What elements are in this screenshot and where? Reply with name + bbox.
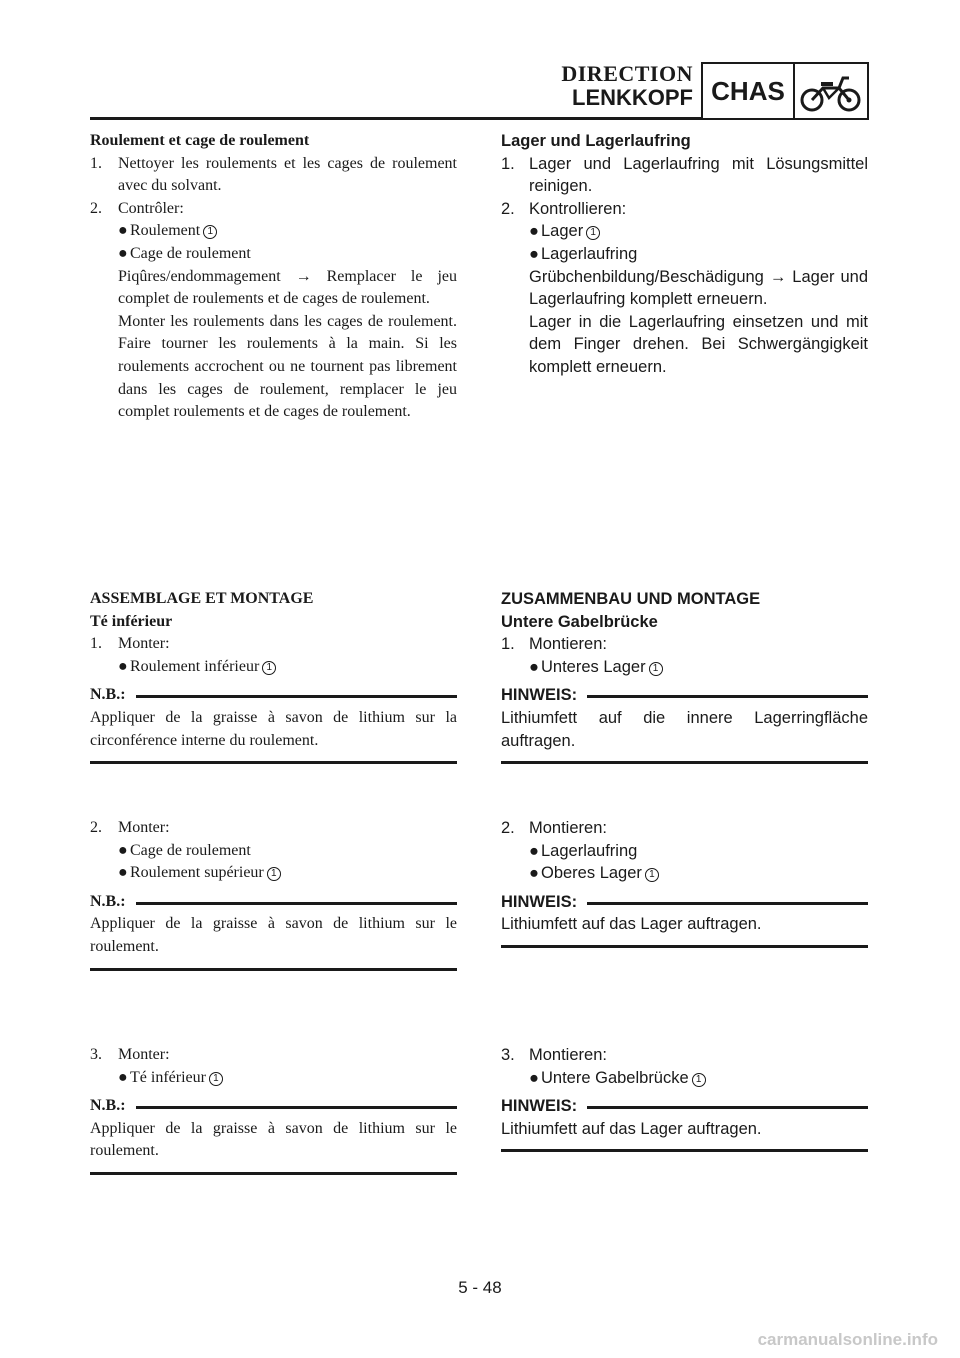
fr-s1-bullet2: ● Cage de roulement [118,244,251,262]
de-assembly-step3 [501,1044,868,1152]
fr-note-text: Appliquer de la graisse à savon de lithium sur le roulement. [90,915,457,955]
de-s1-bullet2: ● Lagerlaufring [529,244,638,263]
callout-1-icon: 1 [203,225,217,239]
de-s2-step1: 1. Montieren: [501,635,607,654]
header-rule [90,117,703,120]
de-assembly-step2 [501,817,868,948]
de-s1-title: Lager und Lagerlaufring [501,132,691,150]
section-badge-divider [793,64,795,118]
header-title-de: LENKKOPF [572,85,693,110]
de-assembly-step1 [501,588,868,764]
de-note-text: Lithiumfett auf das Lager auftragen. [501,915,762,934]
callout-1-icon: 1 [262,661,276,675]
de-s2-bullet2b: ● Oberes Lager 1 [501,862,868,885]
de-s2-subtitle: Untere Gabelbrücke [501,612,658,631]
de-s2-title: ZUSAMMENBAU UND MONTAGE [501,590,761,608]
fr-s1-para2: Monter les roulements dans les cages de roulement. Faire tourner les roulements à la main. Si les roulements accrochent ou ne tournent pas librement dans les cages de roulement, remplacer le jeu complet roulements et de cages de roulement. [118,312,457,421]
fr-note-text: Appliquer de la graisse à savon de lithium sur le roulement. [90,1119,457,1160]
fr-assembly-step2 [90,817,457,971]
fr-s2-bullet1: ● Roulement inférieur 1 [90,656,457,679]
fr-section-inspection [90,130,457,424]
callout-1-icon: 1 [209,1072,223,1086]
fr-s1-step2: 2. Contrôler: [90,199,184,217]
fr-s2-bullet3: ● Té inférieur 1 [90,1067,457,1090]
motorcycle-icon [799,70,863,114]
section-badge [701,62,869,120]
de-note-end-rule [501,761,868,764]
de-s1-para2: Lager in die Lagerlaufring einsetzen und mit dem Finger drehen. Bei Schwergängigkeit komplett erneuern. [529,312,868,376]
page-number: 5 - 48 [458,1278,502,1297]
callout-1-icon: 1 [645,868,659,882]
de-s2-step2: 2. Montieren: [501,819,607,837]
de-s1-step2: 2. Kontrollieren: [501,199,627,218]
fr-assembly-step1 [90,588,457,764]
page-header-titles [561,62,693,110]
de-s2-step3: 3. Montieren: [501,1046,607,1064]
callout-1-icon: 1 [692,1073,706,1087]
fr-s2-step2: 2. Monter: [90,819,170,836]
section-code: CHAS [711,76,785,106]
fr-s2-title: ASSEMBLAGE ET MONTAGE [90,590,314,607]
watermark[interactable]: carmanualsonline.info [757,1330,938,1349]
fr-s2-bullet2a: ● Cage de roulement [118,841,251,859]
de-note-end-rule [501,1149,868,1152]
fr-s1-bullet1: ● Roulement 1 [90,220,457,243]
fr-note-header: N.B.: [90,891,457,914]
fr-s1-step1: 1. Nettoyer les roulements et les cages de roulement avec du solvant. [90,154,457,195]
fr-note-end-rule [90,761,457,764]
de-s1-para1: Grübchenbildung/Beschädigung → Lager und Lagerlaufring komplett erneuern. [529,267,868,309]
de-note-header: HINWEIS: [501,684,868,707]
callout-1-icon: 1 [586,226,600,240]
fr-note-end-rule [90,968,457,971]
fr-s1-title: Roulement et cage de roulement [90,132,310,149]
de-note-end-rule [501,945,868,948]
de-note-text: Lithiumfett auf das Lager auftragen. [501,1119,762,1138]
de-note-header: HINWEIS: [501,891,868,914]
fr-s2-subtitle: Té inférieur [90,612,173,630]
fr-s2-step1: 1. Monter: [90,635,170,653]
fr-s2-step3: 3. Monter: [90,1046,170,1063]
de-s1-bullet1: ● Lager 1 [501,220,868,243]
de-s1-step1: 1. Lager und Lagerlaufring mit Lösungsmittel reinigen. [501,154,868,196]
de-s2-bullet3: ● Untere Gabelbrücke 1 [501,1067,868,1090]
fr-assembly-step3 [90,1044,457,1175]
fr-note-header: N.B.: [90,684,457,707]
header-title-fr: DIRECTION [561,61,693,86]
de-section-inspection [501,130,868,379]
fr-note-text: Appliquer de la graisse à savon de lithium sur la circonférence interne du roulement. [90,708,457,749]
de-note-header: HINWEIS: [501,1095,868,1118]
de-note-text: Lithiumfett auf die innere Lagerringfläche auftragen. [501,708,868,750]
fr-note-header: N.B.: [90,1095,457,1118]
callout-1-icon: 1 [649,662,663,676]
callout-1-icon: 1 [267,867,281,881]
fr-s1-para1: Piqûres/endommagement → Remplacer le jeu complet de roulements et de cages de roulement. [118,267,457,308]
fr-s2-bullet2b: ● Roulement supérieur 1 [90,862,457,885]
de-s2-bullet1: ● Unteres Lager 1 [501,656,868,679]
fr-note-end-rule [90,1172,457,1175]
de-s2-bullet2a: ● Lagerlaufring [529,841,638,860]
